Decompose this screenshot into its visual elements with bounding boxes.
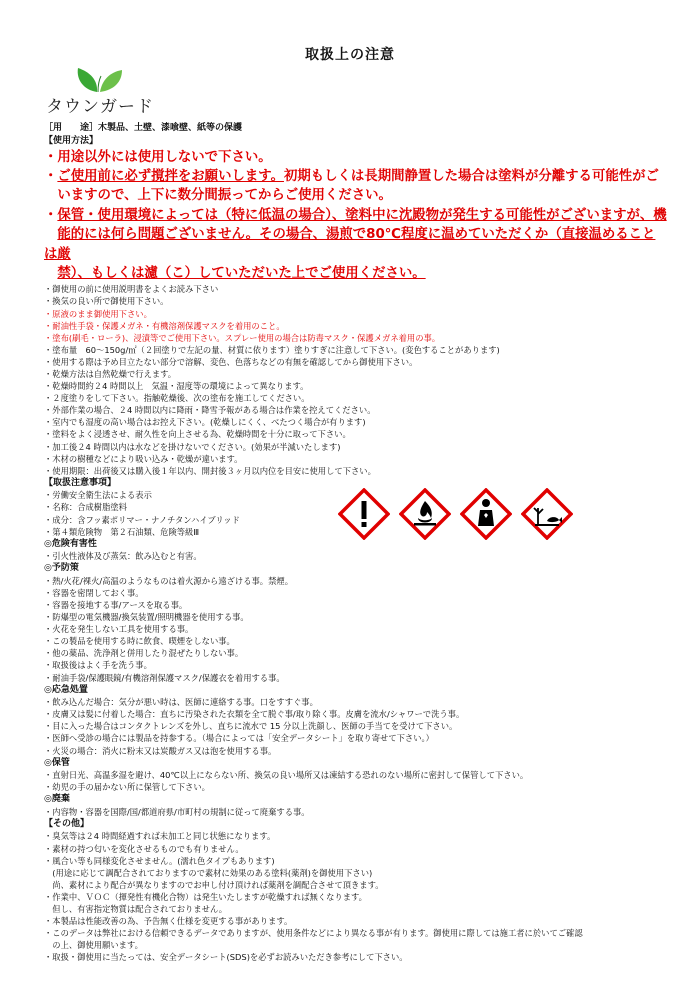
prevention-line: ・防爆型の電気機器/換気装置/照明機器を使用する事。 bbox=[44, 612, 249, 623]
handling-line: ・名称：合成樹脂塗料 bbox=[44, 502, 127, 513]
firstaid-line: ・医師へ受診の場合には製品を持参する。（場合によっては「安全データシート」を取り寄せて下さい。） bbox=[44, 733, 434, 744]
handling-line: ・労働安全衛生法による表示 bbox=[44, 490, 152, 501]
method-list bbox=[44, 283, 668, 477]
firstaid-line: ・火災の場合：消火に粉末又は炭酸ガス又は泡を使用する事。 bbox=[44, 745, 277, 756]
warning-line bbox=[44, 264, 668, 283]
handling-heading: 【取扱注意事項】 bbox=[44, 477, 117, 488]
method-line: ・御使用の前に使用説明書をよくお読み下さい bbox=[44, 284, 219, 295]
other-line: ・作業中、ＶＯＣ（揮発性有機化合物）は発生いたしますが乾燥すれば無くなります。 bbox=[44, 891, 367, 902]
warning-text: ・ bbox=[44, 168, 58, 184]
warning-underlined-text: 禁）、もしくは濾（こ）していただいた上でご使用ください。 bbox=[57, 265, 426, 281]
prevention-line: ・取扱後はよく手を洗う事。 bbox=[44, 660, 152, 671]
page-title: 取扱上の注意 bbox=[305, 47, 395, 63]
method-line: ・外部作業の場合、２4 時間以内に降雨・降雪予報がある場合は作業を控えてください。 bbox=[44, 405, 376, 416]
other-line: の上、御使用願います。 bbox=[44, 940, 143, 951]
disposal-list bbox=[44, 806, 668, 818]
main-content bbox=[44, 122, 668, 963]
warning-text bbox=[44, 227, 57, 242]
method-line: ・換気の良い所で御使用下さい。 bbox=[44, 296, 169, 307]
other-line: (用途に応じて調配合されておりますので素材に効果のある塗料(薬剤)を御使用下さい) bbox=[44, 867, 373, 878]
exclamation-mark-icon bbox=[338, 488, 390, 540]
method-line: ・乾燥時間約２4 時間以上 気温・湿度等の環境によって異なります。 bbox=[44, 381, 309, 392]
storage-line: ・幼児の手の届かない所に保管して下さい。 bbox=[44, 782, 210, 793]
method-line: ・２度塗りをして下さい。指触乾燥後、次の塗布を施工してください。 bbox=[44, 393, 310, 404]
prevention-line: ・容器を密閉しておく事。 bbox=[44, 587, 144, 598]
handling-line: ・第４類危険物 第２石油類、危険等級Ⅲ bbox=[44, 526, 200, 537]
warning-text: ・ bbox=[44, 207, 58, 223]
prevention-line: ・他の薬品、洗浄剤と併用したり混ぜたりしない事。 bbox=[44, 648, 244, 659]
firstaid-heading: ◎応急処置 bbox=[44, 684, 88, 695]
warning-text: 初期もしくは長期間静置した場合は塗料が分離する可能性がご bbox=[283, 168, 659, 184]
prevention-list bbox=[44, 575, 668, 684]
method-line: ・耐油性手袋・保護メガネ・有機溶剤保護マスクを着用のこと。 bbox=[44, 320, 285, 331]
method-line: ・原液のまま御使用下さい。 bbox=[44, 308, 152, 319]
warning-line bbox=[44, 225, 668, 264]
other-line: 但し、有害指定物質は配合されておりません。 bbox=[44, 903, 228, 914]
warning-underlined-text: 保管・使用環境によっては（特に低温の場合）、塗料中に沈殿物が発生する可能性がございますが、機 bbox=[57, 207, 667, 223]
other-line: ・このデータは弊社における信頼できるデータでありますが、使用条件などにより異なる事が有ります。御使用に際しては施工者に於いてご確認 bbox=[44, 928, 583, 939]
other-line: ・素材の持つ匂いを変化させるものでも有りません。 bbox=[44, 843, 244, 854]
other-line: ・取扱・御使用に当たっては、安全データシート(SDS)を必ずお読みいただき参考にして下さい。 bbox=[44, 952, 408, 963]
method-line: ・塗布(刷毛・ローラ)、浸漬等でご使用下さい。スプレー使用の場合は防毒マスク・保護メガネ着用の事。 bbox=[44, 332, 441, 343]
storage-list bbox=[44, 769, 668, 793]
other-line: 尚、素材により配合が異なりますのでお申し付け頂ければ薬剤を調配合させて頂きます。 bbox=[44, 879, 384, 890]
prevention-line: ・耐油手袋/保護眼鏡/有機溶剤保護マスク/保護衣を着用する事。 bbox=[44, 672, 285, 683]
hazard-heading: ◎危険有害性 bbox=[44, 538, 97, 549]
warning-underlined-text: ご使用前に必ず撹拌をお願いします。 bbox=[57, 168, 284, 184]
brand-logo-text: タウンガード bbox=[46, 97, 154, 117]
other-line: ・臭気等は２4 時間経過すれば未加工と同じ状態になります。 bbox=[44, 831, 276, 842]
hazard-line: ・引火性液体及び蒸気：飲み込むと有害。 bbox=[44, 551, 202, 562]
other-list bbox=[44, 830, 668, 963]
prevention-heading: ◎予防策 bbox=[44, 563, 79, 574]
disposal-line: ・内容物・容器を国際/国/都道府県/市町村の規制に従って廃棄する事。 bbox=[44, 806, 310, 817]
other-line: ・風合い等も同様変化させません。(濡れ色タイプもあります) bbox=[44, 855, 275, 866]
method-line: ・塗料をよく浸透させ、耐久性を向上させる為、乾燥時間を十分に取って下さい。 bbox=[44, 429, 351, 440]
usage-method-heading: 【使用方法】 bbox=[44, 136, 99, 146]
usage-line: ［用 途］木製品、土壁、漆喰壁、紙等の保護 bbox=[44, 123, 243, 133]
disposal-heading: ◎廃棄 bbox=[44, 794, 70, 805]
warning-text: ・用途以外には使用しないで下さい。 bbox=[44, 149, 272, 165]
warning-line bbox=[44, 148, 668, 167]
firstaid-line: ・飲み込んだ場合：気分が悪い時は、医師に連絡する事。口をすすぐ事。 bbox=[44, 697, 318, 708]
other-heading: 【その他】 bbox=[44, 818, 90, 829]
flame-icon bbox=[399, 488, 451, 540]
method-line: ・乾燥方法は自然乾燥で行えます。 bbox=[44, 369, 177, 379]
warning-line bbox=[44, 206, 668, 225]
storage-heading: ◎保管 bbox=[44, 757, 70, 768]
method-line: ・加工後２4 時間以内は水などを掛けないでください。(効果が半減いたします) bbox=[44, 441, 341, 452]
other-line: ・本製品は性能改善の為、予告無く仕様を変更する事があります。 bbox=[44, 916, 293, 927]
warning-text: いますので、上下に数分間振ってからご使用ください。 bbox=[44, 188, 392, 204]
method-line: ・木材の樹種などにより吸い込み・乾燥が違います。 bbox=[44, 453, 243, 464]
handling-line: ・成分：含フッ素ポリマー・ナノチタンハイブリッド bbox=[44, 514, 240, 525]
prevention-line: ・火花を発生しない工具を使用する事。 bbox=[44, 624, 194, 635]
firstaid-line: ・皮膚又は髪に付着した場合：直ちに汚染された衣類を全て脱ぐ事/取り除く事。皮膚を流水/シャワーで洗う事。 bbox=[44, 709, 465, 720]
prevention-line: ・容器を接地する事/アースを取る事。 bbox=[44, 600, 188, 610]
warning-underlined-text: 能的には何ら問題ございません。その場合、湯煎で80℃程度に温めていただくか（直接温めることは厳 bbox=[44, 227, 656, 262]
storage-line: ・直射日光、高温多湿を避け、40℃以上にならない所、換気の良い場所又は凍結する恐れのない場所に密封して保管して下さい。 bbox=[44, 770, 529, 781]
environment-hazard-icon bbox=[521, 488, 573, 540]
warning-line bbox=[44, 167, 668, 186]
warning-text bbox=[44, 266, 57, 281]
warning-line bbox=[44, 186, 668, 205]
method-line: ・使用期限：出荷後又は購入後１年以内、開封後３ヶ月以内位を目安に使用して下さい。 bbox=[44, 465, 376, 476]
firstaid-line: ・目に入った場合はコンタクトレンズを外し、直ちに流水で 15 分以上洗顔し、医師の手当てを受けて下さい。 bbox=[44, 721, 458, 732]
firstaid-list bbox=[44, 696, 668, 756]
prevention-line: ・この製品を使用する時に飲食、喫煙をしない事。 bbox=[44, 636, 235, 647]
hazard-list bbox=[44, 550, 668, 562]
method-line: ・使用する際は予め目立たない部分で溶解、変色、色落ちなどの有無を確認してから御使用下さい。 bbox=[44, 356, 418, 367]
method-line: ・室内でも湿度の高い場合はお控え下さい。(乾燥しにくく、べたつく場合が有ります) bbox=[44, 417, 366, 428]
prevention-line: ・熱/火花/裸火/高温のようなものは着火源から遠ざける事。禁煙。 bbox=[44, 575, 293, 586]
method-line: ・塗布量 60～150g/㎡（２回塗りで左記の量、材質に依ります）塗りすぎに注意して下さい。(変色することがあります) bbox=[44, 344, 500, 355]
health-hazard-icon bbox=[460, 488, 512, 540]
warning-block bbox=[44, 148, 668, 284]
